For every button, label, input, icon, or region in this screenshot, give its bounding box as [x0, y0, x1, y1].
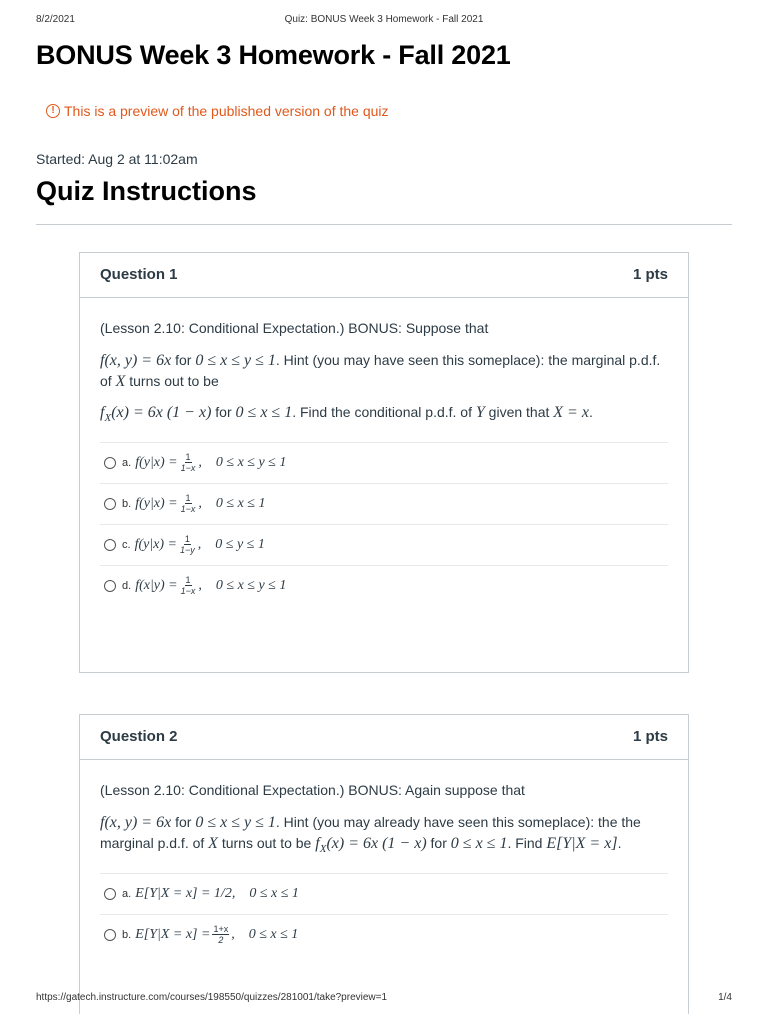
print-page-title: Quiz: BONUS Week 3 Homework - Fall 2021	[284, 14, 484, 25]
radio-button[interactable]	[104, 888, 116, 900]
fraction: $\frac{1}{1-x}$	[180, 575, 196, 597]
fraction: $\frac{1+x}{2}$	[213, 924, 229, 946]
radio-button[interactable]	[104, 929, 116, 941]
radio-button[interactable]	[104, 498, 116, 510]
answer-list	[100, 873, 668, 955]
answer-option-c[interactable]: c. f(y|x) = $\frac{1}{1-y}$ , 0 ≤ y ≤ 1	[100, 525, 668, 566]
page-number: 1/4	[718, 992, 732, 1003]
preview-notice-text: This is a preview of the published version of the quiz	[64, 103, 389, 119]
question-header	[80, 253, 688, 298]
radio-button[interactable]	[104, 539, 116, 551]
quiz-title: BONUS Week 3 Homework - Fall 2021	[36, 40, 511, 70]
radio-button[interactable]	[104, 457, 116, 469]
divider	[36, 224, 732, 225]
answer-option-a[interactable]: a. f(y|x) = $\frac{1}{1-x}$ , 0 ≤ x ≤ y ≤ 1	[100, 443, 668, 484]
warning-icon: !	[46, 104, 60, 118]
question-name: Question 2	[100, 728, 178, 745]
question-name: Question 1	[100, 266, 178, 283]
answer-option-b[interactable]: b. E[Y|X = x] = $\frac{1+x}{2}$ , 0 ≤ x ≤ 1	[100, 915, 668, 955]
question-lead: (Lesson 2.10: Conditional Expectation.) BONUS: Again suppose that	[100, 782, 525, 798]
started-time: Started: Aug 2 at 11:02am	[36, 151, 198, 167]
question-lead: (Lesson 2.10: Conditional Expectation.) BONUS: Suppose that	[100, 320, 489, 336]
fraction: $\frac{1}{1-x}$	[180, 452, 196, 474]
question-2	[79, 714, 689, 1014]
print-header	[36, 14, 732, 28]
question-text	[80, 760, 688, 955]
print-date: 8/2/2021	[36, 14, 75, 25]
question-text	[80, 298, 688, 606]
fraction: $\frac{1}{1-x}$	[180, 493, 196, 515]
radio-button[interactable]	[104, 580, 116, 592]
answer-option-b[interactable]: b. f(y|x) = $\frac{1}{1-x}$ , 0 ≤ x ≤ 1	[100, 484, 668, 525]
question-paragraph: $f_X(x) = 6x$ (1 − x) for 0 ≤ x ≤ 1. Find the conditional p.d.f. of Y given that X = x.	[100, 404, 593, 424]
question-points: 1 pts	[632, 728, 668, 745]
question-points: 1 pts	[632, 266, 668, 283]
quiz-instructions-heading: Quiz Instructions	[36, 176, 257, 206]
question-header	[80, 715, 688, 760]
page-url: https://gatech.instructure.com/courses/198550/quizzes/281001/take?preview=1	[36, 992, 388, 1003]
answer-list	[100, 442, 668, 606]
question-paragraph: f(x, y) = 6x for 0 ≤ x ≤ y ≤ 1. Hint (you may have seen this someplace): the marginal p.d.f. of X turns out to be	[100, 352, 661, 390]
answer-option-a[interactable]: a. E[Y|X = x] = 1/2, 0 ≤ x ≤ 1	[100, 874, 668, 915]
fraction: $\frac{1}{1-y}$	[180, 534, 195, 556]
question-1	[79, 252, 689, 673]
print-footer	[36, 992, 732, 1006]
preview-notice	[46, 103, 389, 119]
answer-option-d[interactable]: d. f(x|y) = $\frac{1}{1-x}$ , 0 ≤ x ≤ y ≤ 1	[100, 566, 668, 606]
question-paragraph: f(x, y) = 6x for 0 ≤ x ≤ y ≤ 1. Hint (you may already have seen this someplace): the the marginal p.d.f. of X turns out to be $f_X(x) = 6x$ (1 − x) for 0 ≤ x ≤ 1. Find E[Y|X = x].	[100, 814, 641, 855]
